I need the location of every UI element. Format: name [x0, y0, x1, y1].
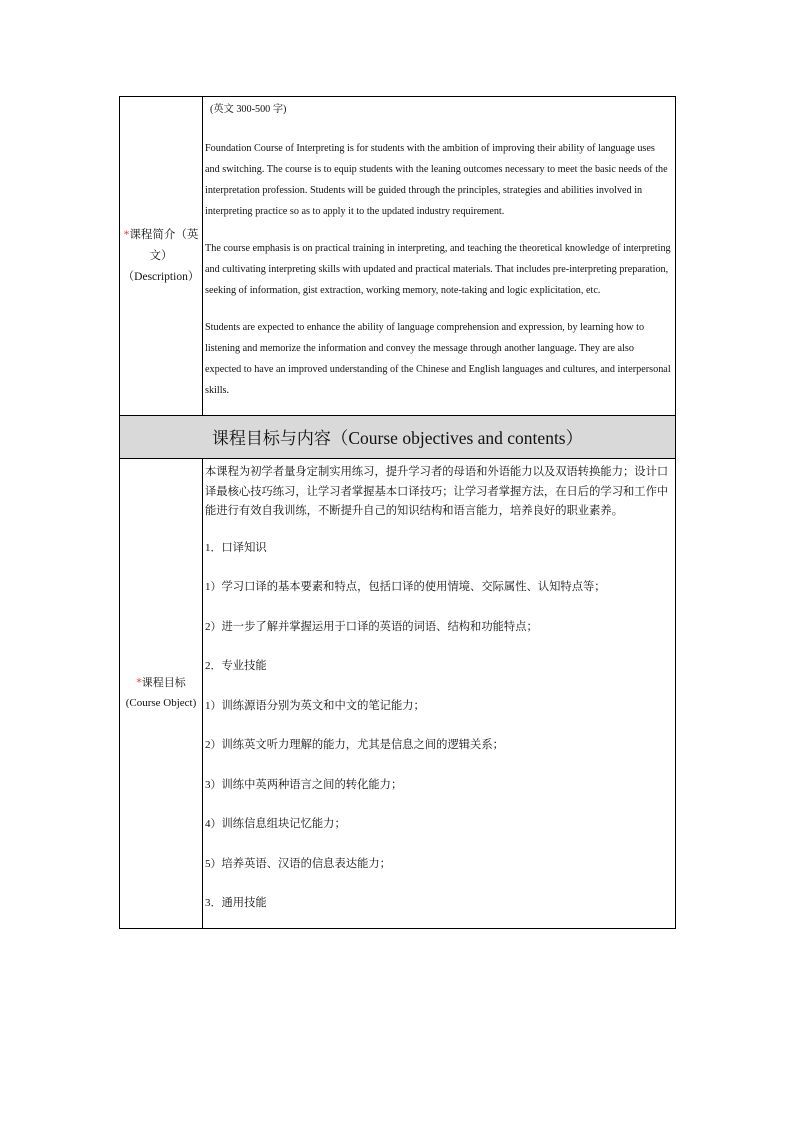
objective-item: 2）训练英文听力理解的能力，尤其是信息之间的逻辑关系； — [205, 738, 504, 751]
objectives-label-cn: *课程目标 — [136, 676, 186, 690]
objectives-label-cell — [120, 459, 203, 929]
objective-item: 5）培养英语、汉语的信息表达能力； — [205, 856, 391, 870]
objective-item: 2）进一步了解并掌握运用于口译的英语的词语、结构和功能特点； — [205, 619, 538, 633]
description-label-en: （Description） — [122, 270, 200, 283]
objectives-label-en: (Course Object) — [125, 697, 197, 710]
description-label-cn: *课程简介（英文） — [123, 228, 199, 262]
description-label-cell — [120, 97, 203, 416]
objective-item: 1）学习口译的基本要素和特点，包括口译的使用情境、交际属性、认知特点等； — [205, 580, 606, 593]
description-content-cell — [203, 97, 676, 416]
objective-item: 2．专业技能 — [205, 659, 267, 672]
course-info-table — [119, 96, 676, 929]
objective-item: 3）训练中英两种语言之间的转化能力； — [205, 777, 403, 791]
description-paragraph: Foundation Course of Interpreting is for students with the ambition of improving their ability of language uses and switching. The course is to equip students with the leaning outcomes necessary to meet the basic needs of the interpretation profession. Students will be guided through the principles, strategies and abilities involved in interpreting practice so as to apply it to the updated industry requirement. — [205, 143, 668, 217]
objectives-content-cell — [203, 459, 676, 929]
word-count-note: (英文 300-500 字) — [210, 104, 287, 115]
section-title-cn: 课程目标与内容 — [211, 429, 331, 449]
objectives-intro: 本课程为初学者量身定制实用练习，提升学习者的母语和外语能力以及双语转换能力；设计口译最核心技巧练习，让学习者掌握基本口译技巧；让学习者掌握方法，在日后的学习和工作中能进行有效自我训练，不断提升自己的知识结构和语言能力，培养良好的职业素养。 — [205, 465, 669, 517]
section-band-row — [120, 416, 676, 459]
description-paragraph: The course emphasis is on practical training in interpreting, and teaching the theoretical knowledge of interpreting and cultivating interpreting skills with updated and practical materials. That includes pre-interpreting preparation, seeking of information, gist extraction, working memory, note-taking and logic explicitation, etc. — [205, 243, 671, 296]
description-paragraph: Students are expected to enhance the ability of language comprehension and expression, by learning how to listening and memorize the information and convey the message through another language. They are also expected to have an improved understanding of the Chinese and English languages and cultures, and interpersonal skills. — [205, 322, 671, 396]
objective-item: 3．通用技能 — [205, 896, 267, 909]
objectives-row — [120, 459, 676, 929]
section-band — [120, 416, 676, 459]
description-row — [120, 97, 676, 416]
required-mark: * — [123, 228, 130, 241]
objective-item: 4）训练信息组块记忆能力； — [205, 817, 346, 830]
section-title-en: （Course objectives and contents） — [330, 428, 584, 448]
objective-item: 1．口译知识 — [205, 540, 267, 554]
objective-item: 1）训练源语分别为英文和中文的笔记能力； — [205, 698, 425, 712]
required-mark: * — [136, 676, 142, 690]
